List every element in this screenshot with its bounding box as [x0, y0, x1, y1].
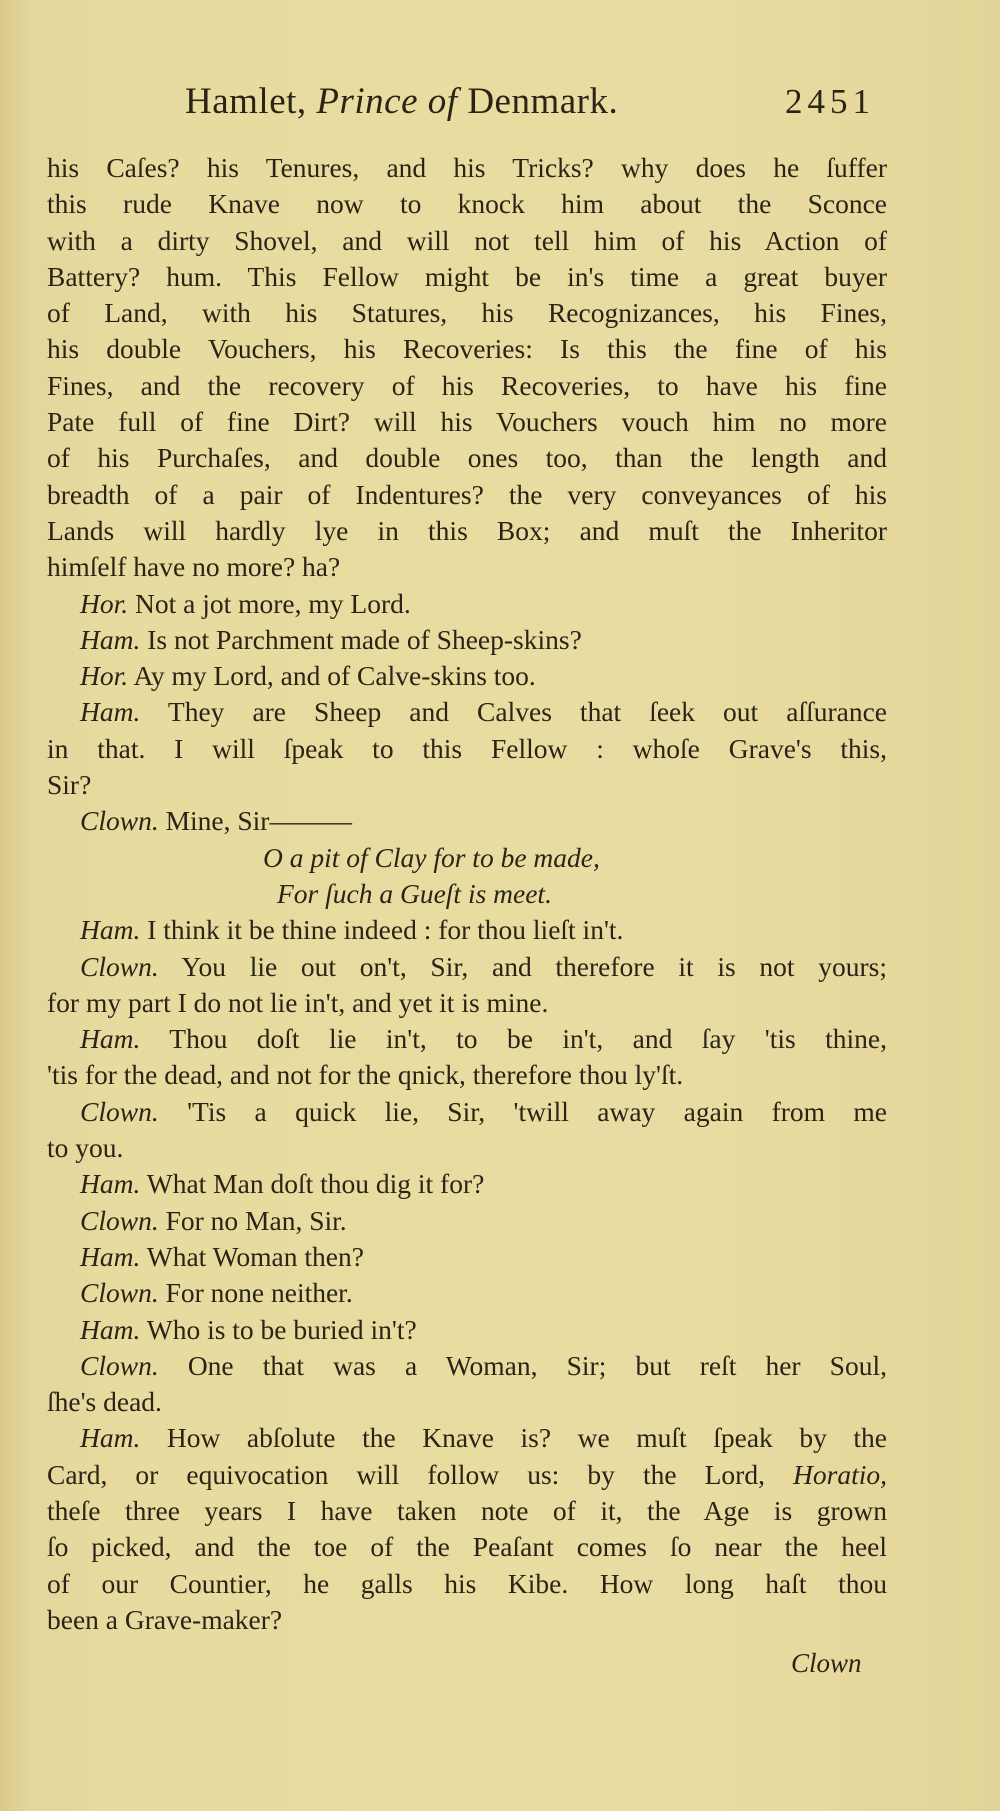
speech-line — [47, 658, 887, 694]
line-text: Pate full of fine Dirt? will his Vouchers vouch him no more — [47, 406, 887, 438]
text-line — [47, 223, 887, 259]
running-title — [185, 80, 618, 123]
text-line — [47, 440, 887, 476]
speaker-name: Clown. — [80, 1349, 159, 1381]
speaker-name: Hor. — [80, 587, 129, 619]
catchword: Clown — [791, 1648, 862, 1678]
running-header — [0, 80, 1000, 130]
speaker-name: Clown. — [80, 950, 159, 982]
speaker-name: Clown. — [80, 1204, 159, 1236]
speaker-name: Ham. — [80, 1313, 141, 1345]
speech-line — [47, 1420, 887, 1456]
line-text: to you. — [47, 1132, 124, 1164]
speech-line — [47, 1094, 887, 1130]
verse-text: For ſuch a Gueſt is meet. — [277, 877, 552, 909]
line-text: You lie out on't, Sir, and therefore it is not yours; — [158, 950, 887, 982]
line-text: theſe three years I have taken note of it, the Age is grown — [47, 1494, 887, 1526]
speaker-name: Ham. — [80, 623, 141, 655]
line-text: Is not Parchment made of Sheep-skins? — [140, 623, 582, 655]
title-text-end: Denmark. — [457, 81, 619, 122]
speech-line — [47, 1166, 887, 1202]
page-number: 2451 — [785, 82, 875, 121]
line-text: For none neither. — [158, 1277, 353, 1309]
speech-line — [47, 1348, 887, 1384]
line-text: Not a jot more, my Lord. — [128, 587, 411, 619]
line-text: ſo picked, and the toe of the Peaſant comes ſo near the heel — [47, 1531, 887, 1563]
line-text: his double Vouchers, his Recoveries: Is this the fine of his — [47, 333, 887, 365]
speech-line — [47, 1021, 887, 1057]
text-line — [47, 1602, 887, 1638]
line-text: For no Man, Sir. — [158, 1204, 347, 1236]
line-text: of Land, with his Statures, his Recognizances, his Fines, — [47, 297, 887, 329]
text-line — [47, 985, 887, 1021]
verse-text: O a pit of Clay for to be made, — [263, 841, 600, 873]
speech-line — [47, 586, 887, 622]
speaker-name: Clown. — [80, 1095, 159, 1127]
line-text: his Caſes? his Tenures, and his Tricks? why does he ſuffer — [47, 152, 887, 183]
line-text: 'tis for the dead, and not for the qnick, therefore thou ly'ſt. — [47, 1059, 684, 1091]
text-line — [47, 331, 887, 367]
text-line — [47, 259, 887, 295]
italic-name: Horatio, — [793, 1458, 887, 1490]
line-text: How abſolute the Knave is? we muſt ſpeak by the — [140, 1422, 887, 1454]
text-line — [47, 295, 887, 331]
speech-line — [47, 694, 887, 730]
text-line — [47, 150, 887, 186]
speaker-name: Ham. — [80, 1422, 141, 1454]
text-line — [47, 404, 887, 440]
speaker-name: Hor. — [80, 660, 129, 692]
line-text: I think it be thine indeed : for thou lieſt in't. — [140, 914, 624, 946]
line-text: Card, or equivocation will follow us: by the Lord, — [47, 1458, 794, 1490]
line-text: breadth of a pair of Indentures? the very conveyances of his — [47, 478, 887, 510]
speaker-name: Clown. — [80, 1277, 159, 1309]
speaker-name: Ham. — [80, 1168, 141, 1200]
text-line — [47, 1057, 887, 1093]
line-text: for my part I do not lie in't, and yet it is mine. — [47, 986, 549, 1018]
line-text: They are Sheep and Calves that ſeek out aſſurance — [140, 696, 887, 728]
speech-line — [47, 803, 887, 839]
text-line — [47, 1566, 887, 1602]
speaker-name: Ham. — [80, 914, 141, 946]
speaker-name: Ham. — [80, 1023, 141, 1055]
line-text: in that. I will ſpeak to this Fellow : whoſe Grave's this, — [47, 732, 887, 764]
speech-line — [47, 622, 887, 658]
text-line — [47, 513, 887, 549]
line-text: 'Tis a quick lie, Sir, 'twill away again from me — [158, 1095, 887, 1127]
line-text: Fines, and the recovery of his Recoveries, to have his fine — [47, 369, 887, 401]
line-text: Ay my Lord, and of Calve-skins too. — [128, 660, 536, 692]
verse-line — [47, 876, 887, 912]
title-italic-text: Prince of — [316, 81, 458, 122]
line-text: of his Purchaſes, and double ones too, than the length and — [47, 442, 887, 474]
page-body-text — [47, 150, 887, 1638]
speech-line — [47, 912, 887, 948]
speech-line — [47, 1239, 887, 1275]
line-text: this rude Knave now to knock him about the Sconce — [47, 188, 887, 220]
speech-line — [47, 1312, 887, 1348]
line-text: One that was a Woman, Sir; but reſt her Soul, — [158, 1349, 887, 1381]
speech-line — [47, 949, 887, 985]
line-text: Thou doſt lie in't, to be in't, and ſay 'tis thine, — [140, 1023, 887, 1055]
speaker-name: Ham. — [80, 1240, 141, 1272]
text-line — [47, 1384, 887, 1420]
speech-line — [47, 1275, 887, 1311]
line-text: Lands will hardly lye in this Box; and muſt the Inheritor — [47, 514, 887, 546]
speaker-name: Ham. — [80, 696, 141, 728]
line-text: ſhe's dead. — [47, 1386, 162, 1418]
text-line — [47, 1130, 887, 1166]
text-line — [47, 186, 887, 222]
line-text: himſelf have no more? ha? — [47, 551, 341, 583]
line-text: of our Countier, he galls his Kibe. How long haſt thou — [47, 1567, 887, 1599]
line-text: Sir? — [47, 769, 92, 801]
text-line — [47, 731, 887, 767]
speaker-name: Clown. — [80, 805, 159, 837]
text-line — [47, 1493, 887, 1529]
verse-line — [47, 840, 887, 876]
text-line — [47, 1457, 887, 1493]
line-text: Who is to be buried in't? — [140, 1313, 417, 1345]
text-line — [47, 1529, 887, 1565]
line-text: Battery? hum. This Fellow might be in's time a great buyer — [47, 260, 887, 292]
line-text: What Man doſt thou dig it for? — [140, 1168, 485, 1200]
line-text: Mine, Sir——— — [158, 805, 352, 837]
text-line — [47, 477, 887, 513]
text-line — [47, 767, 887, 803]
text-line — [47, 368, 887, 404]
text-line — [47, 549, 887, 585]
line-text: been a Grave-maker? — [47, 1603, 283, 1635]
speech-line — [47, 1203, 887, 1239]
line-text: What Woman then? — [140, 1240, 364, 1272]
line-text: with a dirty Shovel, and will not tell him of his Action of — [47, 224, 887, 256]
title-text: Hamlet, — [185, 81, 317, 122]
